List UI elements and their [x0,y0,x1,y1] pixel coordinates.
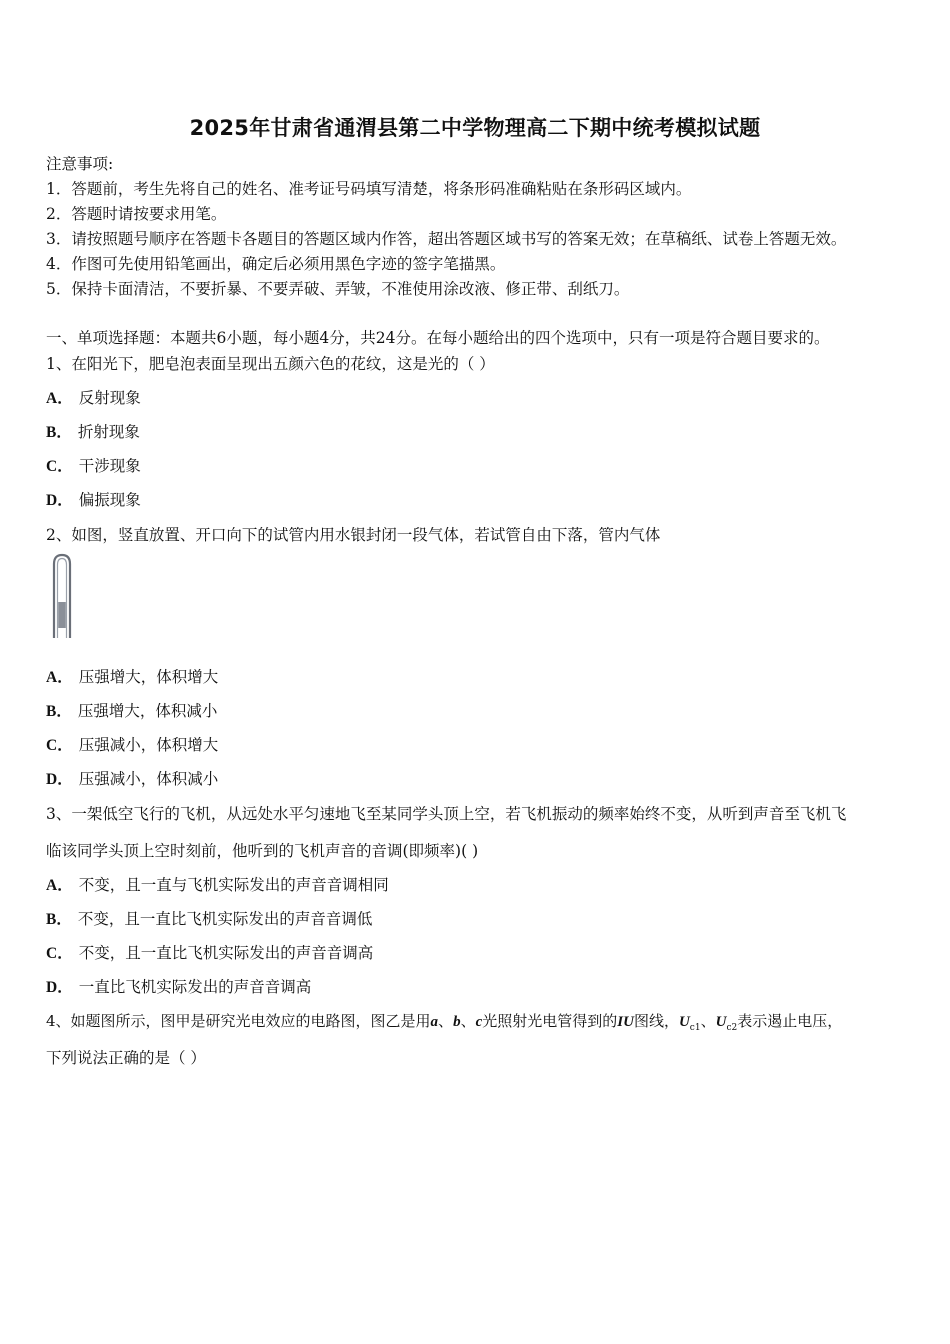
q3-option-a [46,873,389,895]
option-text: 偏振现象 [78,491,141,509]
var-c: c [475,1014,483,1030]
option-text: 不变，且一直与飞机实际发出的声音音调相同 [78,876,389,894]
option-text: 压强增大，体积减小 [77,702,218,720]
option-letter: D． [46,771,73,788]
option-letter: B． [46,703,72,720]
option-text: 干涉现象 [78,457,141,475]
question-3-stem-line-1: 3、一架低空飞行的飞机，从远处水平匀速地飞至某同学头顶上空，若飞机振动的频率始终不变，从听到声音至飞机飞 [46,805,847,823]
question-3-stem-line-2: 临该同学头顶上空时刻前，他听到的飞机声音的音调(即频率)( ) [46,842,479,860]
option-letter: D． [46,979,73,996]
option-letter: C． [46,737,73,754]
q3-option-d [46,975,311,997]
q1-option-c [46,454,141,476]
question-4-stem-line-2: 下列说法正确的是（ ） [46,1049,206,1067]
test-tube-figure [48,552,76,642]
var-uc2-sub: c2 [726,1023,738,1033]
question-1-stem: 1、在阳光下，肥皂泡表面呈现出五颜六色的花纹，这是光的（ ） [46,355,495,373]
option-letter: A． [46,390,73,407]
notice-heading: 注意事项: [46,155,114,173]
mercury-column [58,602,66,628]
q4-sep: 、 [460,1012,476,1030]
q1-option-a [46,386,141,408]
option-text: 压强减小，体积减小 [78,770,219,788]
page-title: 2025年甘肃省通渭县第二中学物理高二下期中统考模拟试题 [189,116,761,140]
var-a: a [430,1014,439,1030]
q2-option-c [46,733,218,755]
notice-item: 1．答题前，考生先将自己的姓名、准考证号码填写清楚，将条形码准确粘贴在条形码区域内。 [46,180,692,198]
var-uc2: U [715,1014,727,1030]
option-text: 不变，且一直比飞机实际发出的声音音调低 [77,910,373,928]
option-letter: A． [46,877,73,894]
option-text: 一直比飞机实际发出的声音音调高 [78,978,312,996]
q2-option-b [46,699,217,721]
q4-sep: 、 [700,1012,716,1030]
q4-sep: 、 [438,1012,454,1030]
question-4-stem-line-1 [46,1010,842,1033]
q2-option-a [46,665,218,687]
option-letter: C． [46,945,73,962]
notice-item: 2．答题时请按要求用笔。 [46,205,227,223]
option-text: 反射现象 [78,389,141,407]
option-text: 折射现象 [77,423,140,441]
option-letter: D． [46,492,73,509]
section-heading: 一、单项选择题：本题共6小题，每小题4分，共24分。在每小题给出的四个选项中，只有一项是符合题目要求的。 [46,329,830,347]
q4-text: 光照射光电管得到的 [482,1012,618,1030]
option-letter: B． [46,424,72,441]
notice-item: 5．保持卡面清洁，不要折暴、不要弄破、弄皱，不准使用涂改液、修正带、刮纸刀。 [46,280,630,298]
option-text: 压强增大，体积增大 [78,668,219,686]
option-text: 不变，且一直比飞机实际发出的声音音调高 [78,944,374,962]
q4-text: 表示遏止电压， [737,1012,843,1030]
var-uc1-sub: c1 [689,1023,701,1033]
q2-option-d [46,767,218,789]
q4-text: 图线， [633,1012,679,1030]
option-text: 压强减小，体积增大 [78,736,219,754]
option-letter: A． [46,669,73,686]
notice-item: 4．作图可先使用铅笔画出，确定后必须用黑色字迹的签字笔描黑。 [46,255,506,273]
q4-text: 4、如题图所示，图甲是研究光电效应的电路图，图乙是用 [46,1012,431,1030]
var-b: b [453,1014,461,1030]
option-letter: B． [46,911,72,928]
notice-item: 3．请按照题号顺序在答题卡各题目的答题区域内作答，超出答题区域书写的答案无效；在草稿纸、试卷上答题无效。 [46,230,847,248]
q1-option-b [46,420,140,442]
q1-option-d [46,488,141,510]
question-2-stem: 2、如图，竖直放置、开口向下的试管内用水银封闭一段气体，若试管自由下落，管内气体 [46,526,661,544]
q3-option-c [46,941,373,963]
q3-option-b [46,907,372,929]
var-iu: IU [617,1014,634,1030]
var-uc1: U [678,1014,690,1030]
option-letter: C． [46,458,73,475]
